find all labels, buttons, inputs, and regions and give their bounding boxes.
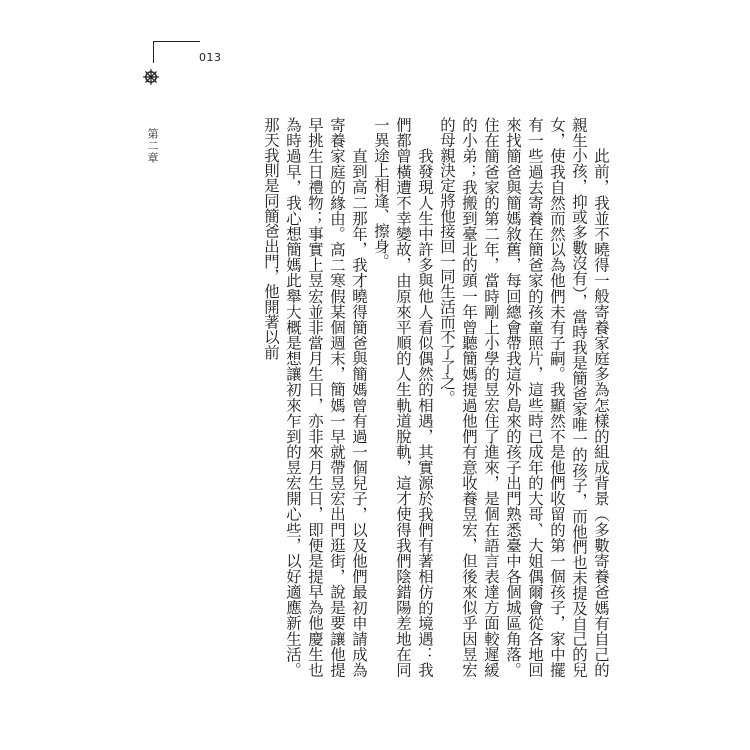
paragraph: 直到高二那年，我才曉得簡爸與簡媽曾有過一個兒子，以及他們最初申請成為寄養家庭的緣由。高二寒假某個週末，簡媽一早就帶昱宏出門逛街，說是要讓他提早挑生日禮物；事實上昱宏並非當月生日，亦非來月生日，即便是提早為他慶生也為時過早，我心想簡媽此舉大概是想讓初來乍到的昱宏開心些，以好適應新生活。那天我則是同簡爸出門，他開著以前 xyxy=(262,117,368,677)
header-rule-horizontal xyxy=(153,41,200,42)
paragraph: 此前，我並不曉得一般寄養家庭多為怎樣的組成背景（多數寄養爸媽有自己的親生小孩，抑或多數沒有），當時我是簡爸家唯一的孩子，而他們也未提及自己的兒女，使我自然而然以為他們未有子嗣。我顯然不是他們收留的第一個孩子，家中擺有一些過去寄養在簡爸家的孩童照片，這些時已成年的大哥、大姐偶爾會從各地回來找簡爸與簡媽敘舊，每回總會帶我這外島來的孩子出門熟悉臺中各個城區角落。住在簡爸家的第二年，當時剛上小學的昱宏住了進來，是個在語言表達方面較遲緩的小弟；我搬到臺北的頭一年曾聽簡媽提過他們有意收養昱宏，但後來似乎因昱宏的母親決定將他接回一同生活而不了了之。 xyxy=(438,117,610,677)
chapter-label: 第二章 xyxy=(146,128,159,164)
header-rule-vertical xyxy=(153,41,154,63)
dharma-wheel-icon xyxy=(143,69,159,85)
paragraph: 我發現人生中許多與他人看似偶然的相遇，其實源於我們有著相仿的境遇：我們都曾橫遭不幸變故，由原來平順的人生軌道脫軌，這才使得我們陰錯陽差地在同一異途上相逢、擦身。 xyxy=(372,117,434,677)
page-number: 013 xyxy=(199,51,222,64)
body-text xyxy=(194,117,612,677)
